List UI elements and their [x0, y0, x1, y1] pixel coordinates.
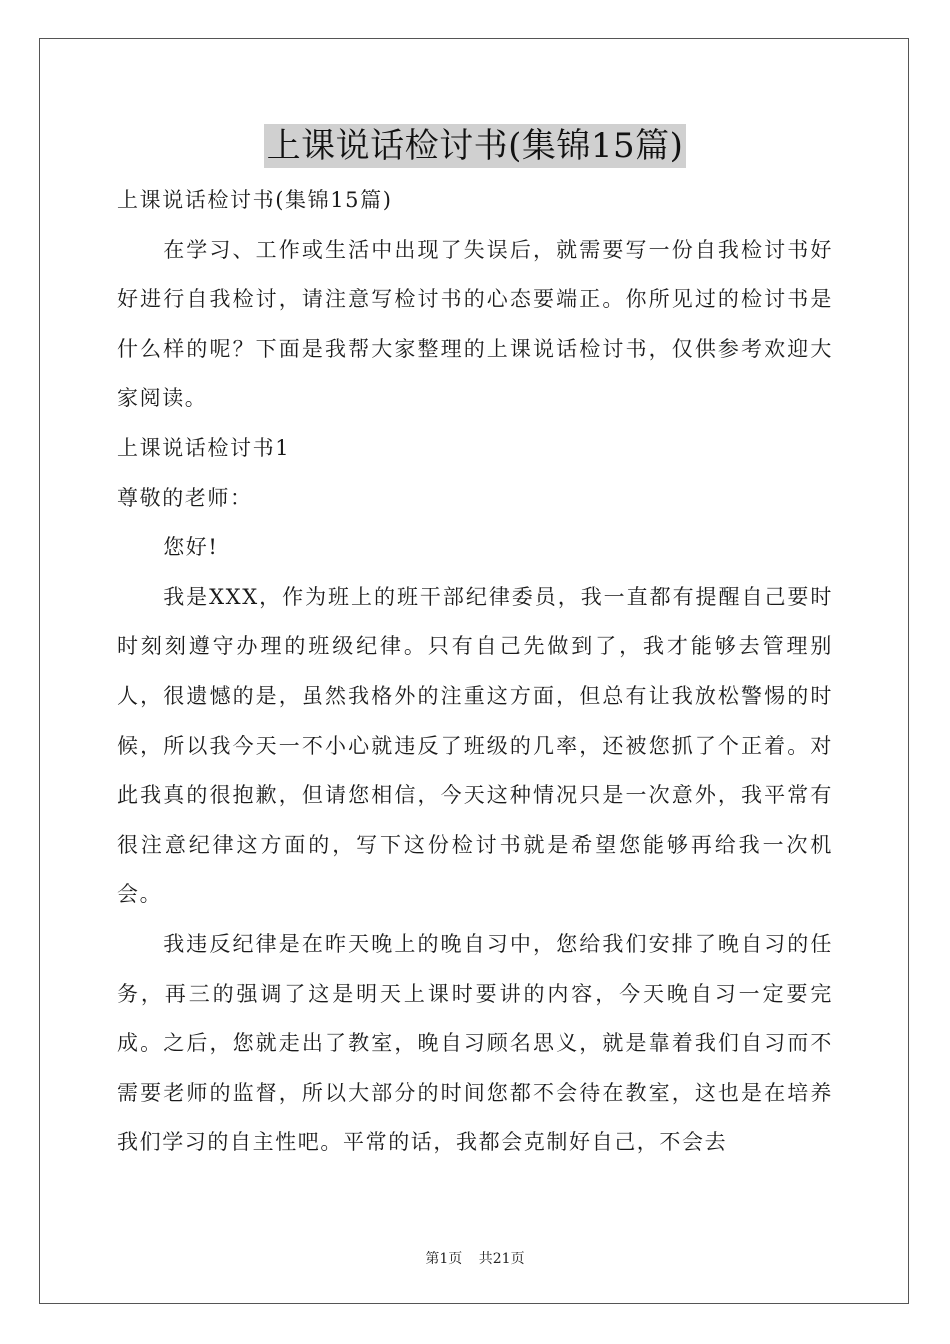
section-heading: 上课说话检讨书1: [117, 435, 291, 460]
page-number-current: 第1页: [425, 1251, 463, 1267]
page-number-total: 共21页: [478, 1251, 525, 1267]
title-container: [0, 124, 950, 168]
document-body: [117, 176, 833, 1168]
paragraph-body-2: 我违反纪律是在昨天晚上的晚自习中，您给我们安排了晚自习的任务，再三的强调了这是明天上课时要讲的内容，今天晚自习一定要完成。之后，您就走出了教室，晚自习顾名思义，就是靠着我们自习而不需要老师的监督，所以大部分的时间您都不会待在教室，这也是在培养我们学习的自主性吧。平常的话，我都会克制好自己，不会去: [117, 931, 833, 1155]
greeting: 您好!: [163, 535, 219, 560]
paragraph-body-1: 我是XXX，作为班上的班干部纪律委员，我一直都有提醒自己要时时刻刻遵守办理的班级纪律。只有自己先做到了，我才能够去管理别人，很遗憾的是，虽然我格外的注重这方面，但总有让我放松警惕的时候，所以我今天一不小心就违反了班级的几率，还被您抓了个正着。对此我真的很抱歉，但请您相信，今天这种情况只是一次意外，我平常有很注意纪律这方面的，写下这份检讨书就是希望您能够再给我一次机会。: [117, 584, 833, 907]
paragraph-intro: 在学习、工作或生活中出现了失误后，就需要写一份自我检讨书好好进行自我检讨，请注意写检讨书的心态要端正。你所见过的检讨书是什么样的呢？下面是我帮大家整理的上课说话检讨书，仅供参考欢迎大家阅读。: [117, 237, 833, 411]
page-footer: [0, 1248, 950, 1268]
salutation: 尊敬的老师：: [117, 485, 253, 510]
document-title: 上课说话检讨书(集锦15篇): [264, 124, 687, 168]
paragraph-subtitle: 上课说话检讨书(集锦15篇): [117, 188, 393, 212]
